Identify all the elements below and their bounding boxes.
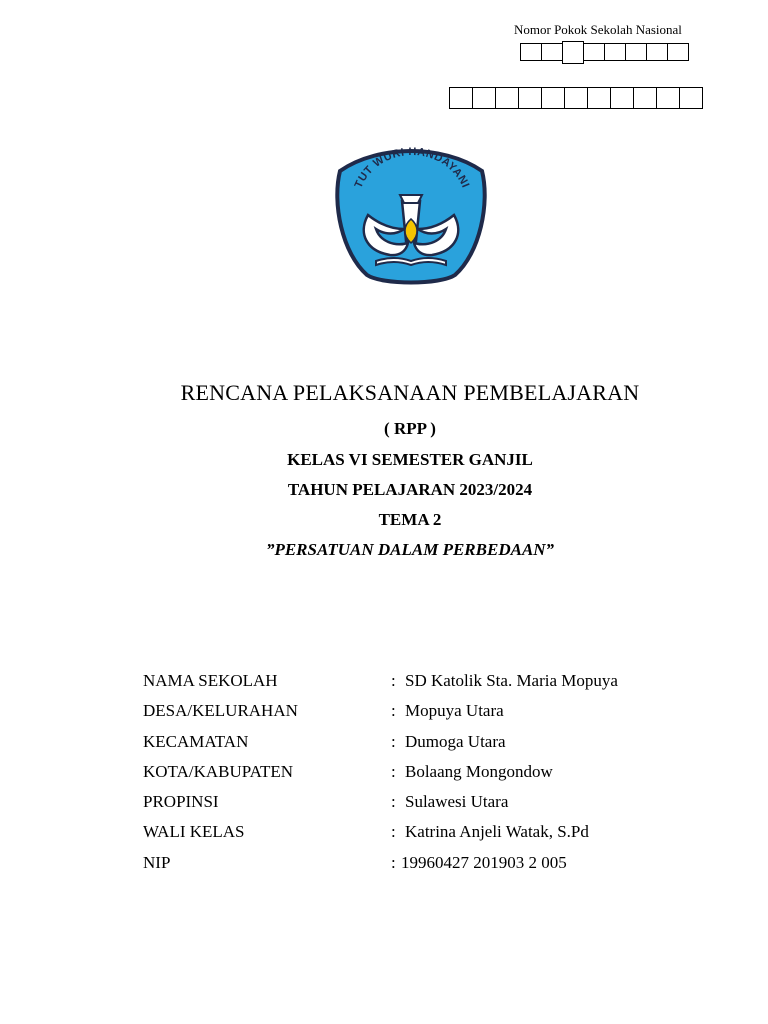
npsn-box-row-1 (521, 43, 689, 64)
info-value: Dumoga Utara (405, 731, 506, 751)
npsn-box[interactable] (667, 43, 689, 61)
npsn-box[interactable] (541, 43, 563, 61)
academic-year: TAHUN PELAJARAN 2023/2024 (287, 480, 533, 499)
info-value: SD Katolik Sta. Maria Mopuya (405, 671, 618, 690)
info-value: 19960427 201903 2 005 (401, 852, 567, 872)
class-semester: KELAS VI SEMESTER GANJIL (287, 450, 533, 469)
npsn-box[interactable] (610, 87, 634, 109)
npsn-box[interactable] (633, 87, 657, 109)
tut-wuri-handayani-logo (330, 143, 493, 289)
info-label: KOTA/KABUPATEN (143, 761, 294, 781)
npsn-box[interactable] (656, 87, 680, 109)
npsn-label: Nomor Pokok Sekolah Nasional (514, 22, 682, 37)
theme-title: ”PERSATUAN DALAM PERBEDAAN” (265, 540, 555, 559)
info-value: Mopuya Utara (405, 701, 504, 721)
npsn-box[interactable] (625, 43, 647, 61)
npsn-box[interactable] (564, 87, 588, 109)
npsn-box[interactable] (604, 43, 626, 61)
school-info-table (143, 671, 703, 883)
logo-motto: TUT WURI HANDAYANI (352, 145, 472, 190)
info-colon: : (391, 792, 396, 812)
rpp-subtitle: ( RPP ) (384, 419, 436, 438)
document-title: RENCANA PELAKSANAAN PEMBELAJARAN (180, 380, 640, 405)
info-colon: : (391, 852, 396, 872)
npsn-box[interactable] (587, 87, 611, 109)
info-label: KECAMATAN (143, 731, 249, 751)
info-colon: : (391, 761, 396, 781)
info-label: DESA/KELURAHAN (143, 701, 298, 721)
info-label: NIP (143, 852, 171, 872)
info-row (143, 792, 703, 822)
npsn-box[interactable] (583, 43, 605, 61)
info-colon: : (391, 822, 396, 842)
npsn-box-row-2 (450, 87, 703, 109)
info-colon: : (391, 671, 396, 690)
info-value: Sulawesi Utara (405, 792, 509, 812)
info-row (143, 701, 703, 731)
npsn-box[interactable] (562, 41, 584, 64)
info-row (143, 732, 703, 762)
info-label: PROPINSI (143, 792, 219, 812)
info-value: Bolaang Mongondow (405, 761, 553, 781)
info-colon: : (391, 701, 396, 721)
info-colon: : (391, 731, 396, 751)
info-label: NAMA SEKOLAH (143, 671, 278, 690)
info-row (143, 822, 703, 852)
npsn-box[interactable] (646, 43, 668, 61)
info-row (143, 762, 703, 792)
npsn-box[interactable] (472, 87, 496, 109)
info-value: Katrina Anjeli Watak, S.Pd (405, 822, 589, 842)
npsn-box[interactable] (495, 87, 519, 109)
npsn-box[interactable] (520, 43, 542, 61)
npsn-box[interactable] (541, 87, 565, 109)
torch-cap-shape (400, 195, 422, 203)
info-row (143, 671, 703, 701)
npsn-box[interactable] (518, 87, 542, 109)
theme-number: TEMA 2 (378, 510, 442, 529)
npsn-box[interactable] (679, 87, 703, 109)
npsn-box[interactable] (449, 87, 473, 109)
info-label: WALI KELAS (143, 822, 245, 842)
info-row (143, 853, 703, 883)
